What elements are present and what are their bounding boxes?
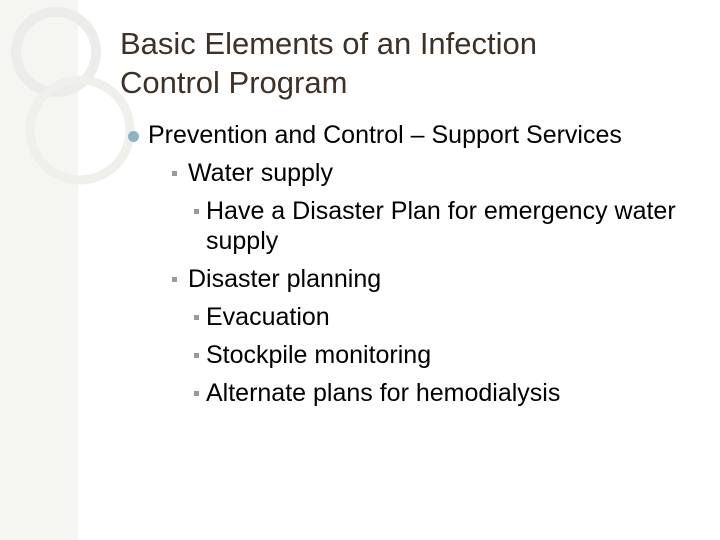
bullet-level3 [128,196,676,256]
bullet-text-water-supply: Water supply [188,159,333,187]
bullet-level1 [128,120,698,150]
bullet-square-icon [194,209,199,214]
bullet-text-disaster-plan: Have a Disaster Plan for emergency water supply [206,197,676,255]
bullet-text-disaster-planning: Disaster planning [188,265,382,293]
bullet-level3 [128,378,698,408]
slide-title-line-1: Basic Elements of an Infection [120,26,538,61]
bullet-text-prevention-control: Prevention and Control – Support Services [148,121,622,149]
bullet-level2 [128,264,698,294]
bullet-square-icon [194,315,199,320]
bullet-level2 [128,158,698,188]
bullet-square-icon [172,171,177,176]
slide-content [128,120,698,408]
slide-title [120,24,680,102]
bullet-square-icon [194,353,199,358]
bullet-level3 [128,302,698,332]
bullet-text-hemodialysis: Alternate plans for hemodialysis [206,379,561,407]
bullet-square-icon [194,391,199,396]
decorative-ring-small [30,80,130,180]
bullet-text-evacuation: Evacuation [206,303,330,331]
bullet-dot-icon [128,131,139,142]
bullet-text-stockpile: Stockpile monitoring [206,341,432,369]
bullet-level3 [128,340,698,370]
bullet-square-icon [172,277,177,282]
decorative-rings [0,0,140,200]
slide-title-line-2: Control Program [120,65,348,100]
